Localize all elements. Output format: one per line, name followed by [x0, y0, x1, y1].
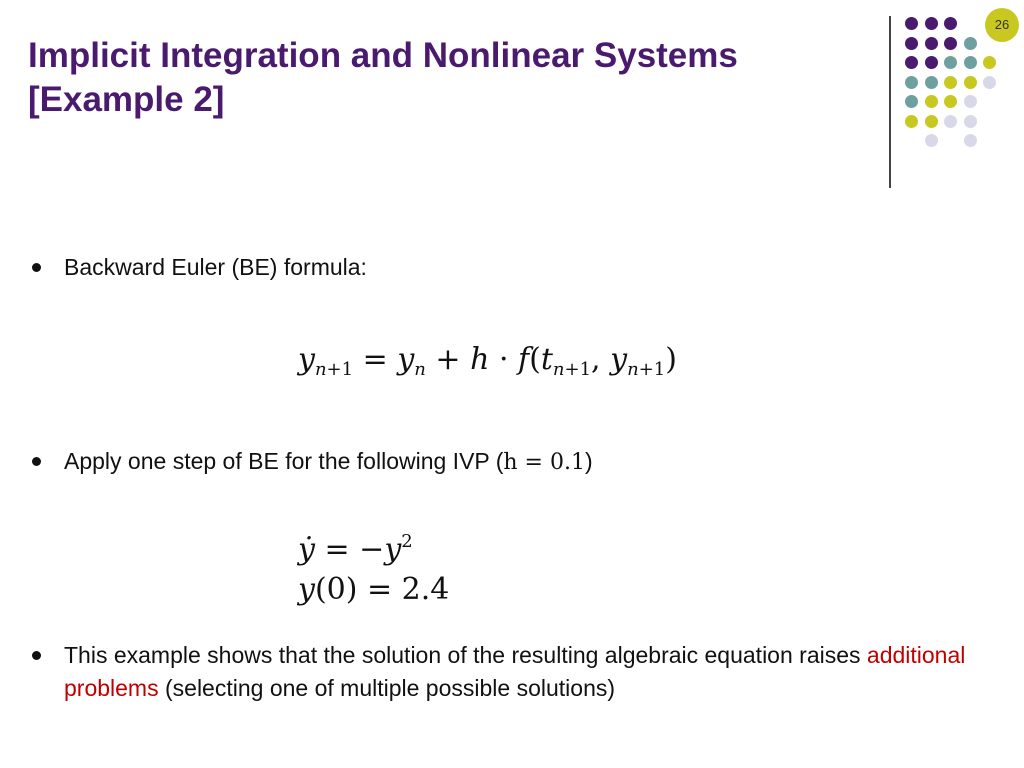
decorative-dot — [905, 56, 918, 69]
equation-be-formula: $y_{n+1} = y_n + h \cdot f(t_{n+1}$, $y_{n+1}$) — [298, 342, 677, 380]
decorative-dot — [944, 76, 957, 89]
bullet-apply-be — [32, 445, 984, 479]
decorative-dot — [944, 56, 957, 69]
bullet-text — [64, 639, 984, 705]
bullet-text: Backward Euler (BE) formula: — [64, 254, 367, 280]
decorative-dot — [944, 95, 957, 108]
bullet-be-formula — [32, 251, 984, 284]
bullet-text-part1: This example shows that the solution of the resulting algebraic equation raises — [64, 642, 867, 668]
decorative-dot — [925, 37, 938, 50]
decorative-dot — [964, 115, 977, 128]
equation-ivp-ode: ẏ = $-y^2$ — [298, 531, 413, 567]
decorative-dot — [964, 37, 977, 50]
decorative-dot — [964, 76, 977, 89]
bullet-text-prefix: Apply one step of BE for the following IVP ( — [64, 448, 504, 474]
page-number-badge: 26 — [985, 8, 1019, 42]
decorative-dot — [925, 115, 938, 128]
bullet-dot-icon — [32, 651, 41, 660]
decorative-dot — [944, 37, 957, 50]
decorative-dot — [905, 37, 918, 50]
bullet-dot-icon — [32, 457, 41, 466]
decorative-dot — [925, 76, 938, 89]
slide-title-line2: [Example 2] — [28, 80, 225, 119]
decorative-dot — [905, 76, 918, 89]
decorative-dot — [964, 95, 977, 108]
decorative-dot — [925, 17, 938, 30]
decorative-dot — [983, 76, 996, 89]
bullet-example-note — [32, 639, 984, 705]
decorative-dot — [983, 56, 996, 69]
inline-math-step-size: h = 0.1 — [503, 450, 585, 475]
highlighted-text: additional problems — [64, 642, 966, 701]
equation-ivp — [298, 522, 449, 610]
equation-ivp-initial-condition: y(0) = 2.4 — [298, 572, 450, 607]
slide-title — [28, 34, 878, 122]
decorative-dot — [944, 115, 957, 128]
decorative-dot — [905, 95, 918, 108]
decorative-dot — [964, 134, 977, 147]
decorative-dot — [964, 56, 977, 69]
bullet-text-suffix: ) — [584, 448, 593, 474]
decorative-dot — [925, 56, 938, 69]
decorative-dot — [944, 17, 957, 30]
header-divider — [889, 16, 891, 188]
bullet-dot-icon — [32, 263, 41, 272]
bullet-text — [64, 445, 984, 479]
decorative-dot — [905, 115, 918, 128]
slide-title-line1: Implicit Integration and Nonlinear Systems — [28, 36, 738, 75]
decorative-dot — [925, 95, 938, 108]
decorative-dot — [905, 17, 918, 30]
decorative-dot — [925, 134, 938, 147]
bullet-text-part2: (selecting one of multiple possible solutions) — [158, 675, 616, 701]
